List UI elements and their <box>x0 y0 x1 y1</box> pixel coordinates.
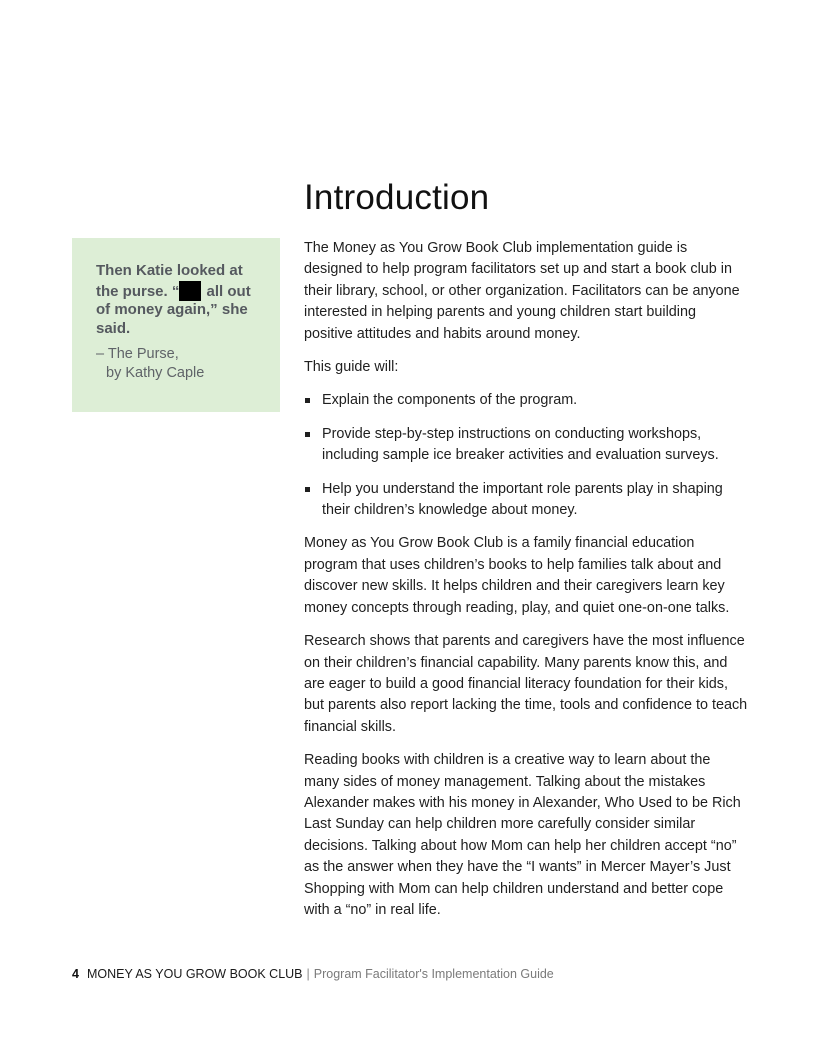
list-item-text: Provide step-by-step instructions on conducting workshops, including sample ice breaker activities and evaluation surveys. <box>322 425 719 464</box>
list-item <box>304 390 748 411</box>
pull-quote-text-start: Then Katie looked at the purse. “ <box>96 262 243 300</box>
intro-paragraph: The Money as You Grow Book Club implementation guide is designed to help program facilitators set up and start a book club in their library, school, or other organization. Facilitators can be anyone interested in helping parents and young children start building positive attitudes and habits around money. <box>304 240 740 342</box>
research-paragraph: Research shows that parents and caregivers have the most influence on their children’s financial capability. Many parents know this, and are eager to build a good financial literacy foundation for their kids, but parents also report lacking the time, tools and confidence to teach financial skills. <box>304 633 748 735</box>
main-content <box>304 238 748 933</box>
square-bullet-icon <box>305 398 310 403</box>
pull-quote-text-end: all out of money again,” she said. <box>96 282 251 337</box>
square-bullet-icon <box>305 487 310 492</box>
list-item <box>304 479 748 522</box>
list-item-text: Explain the components of the program. <box>322 392 578 409</box>
square-bullet-icon <box>305 432 310 437</box>
redaction-block <box>179 281 201 301</box>
page-title: Introduction <box>304 178 490 217</box>
footer-separator: | <box>306 967 310 981</box>
guide-will-label: This guide will: <box>304 359 399 376</box>
attribution-author: by Kathy Caple <box>106 364 205 381</box>
reading-books-paragraph: Reading books with children is a creative way to learn about the many sides of money management. Talking about the mistakes Alexander makes with his money in Alexander, Who Used to be Rich Last Sunday can help children more carefully consider similar decisions. Talking about how Mom can help her children accept “no” as the answer when they have the “I wants” in Mercer Mayer’s Just Shopping with Mom can help children understand and better cope with a “no” in real life. <box>304 752 741 918</box>
pull-quote <box>96 262 262 338</box>
guide-bullet-list <box>304 390 748 521</box>
publication-subtitle: Program Facilitator's Implementation Guide <box>313 967 554 981</box>
list-item-text: Help you understand the important role parents play in shaping their children’s knowledge about money. <box>322 480 723 519</box>
publication-title: MONEY AS YOU GROW BOOK CLUB <box>86 967 303 981</box>
program-description-paragraph: Money as You Grow Book Club is a family financial education program that uses children’s books to help families talk about and discover new skills. It helps children and their caregivers learn key money concepts through reading, play, and quiet one-on-one talks. <box>304 535 730 616</box>
page-number: 4 <box>72 967 79 981</box>
attribution-source: – The Purse, <box>96 346 179 362</box>
pull-quote-box <box>72 238 280 412</box>
list-item <box>304 424 748 467</box>
page-footer <box>72 966 554 982</box>
quote-attribution <box>96 345 262 382</box>
